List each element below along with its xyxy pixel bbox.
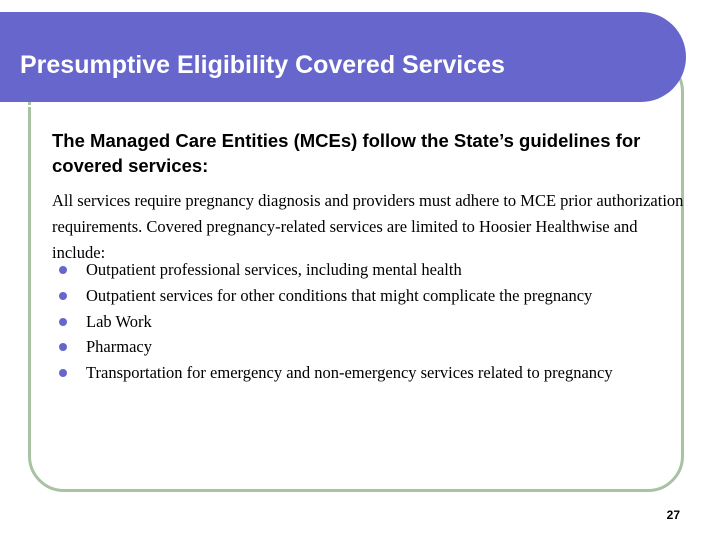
list-item <box>52 334 692 360</box>
list-item-text: Transportation for emergency and non-emergency services related to pregnancy <box>86 363 613 383</box>
bullet-icon <box>59 266 67 274</box>
body-paragraph: All services require pregnancy diagnosis and providers must adhere to MCE prior authorization requirements. Covered pregnancy-related services are limited to Hoosier Healthwise and include: <box>52 191 684 262</box>
list-item <box>52 283 692 309</box>
bullet-icon <box>59 343 67 351</box>
list-item <box>52 257 692 283</box>
slide-title: Presumptive Eligibility Covered Services <box>20 51 505 79</box>
bullet-icon <box>59 292 67 300</box>
title-divider <box>20 105 636 107</box>
title-bar <box>0 12 686 102</box>
bullet-icon <box>59 318 67 326</box>
bullet-icon <box>59 369 67 377</box>
list-item-text: Lab Work <box>86 311 152 331</box>
list-item <box>52 360 692 386</box>
list-item-text: Outpatient professional services, including mental health <box>86 260 462 279</box>
list-item <box>52 309 692 335</box>
page-number: 27 <box>666 508 680 522</box>
covered-services-list <box>52 257 692 386</box>
list-item-text: Outpatient services for other conditions that might complicate the pregnancy <box>86 285 593 305</box>
list-item-text: Pharmacy <box>86 337 152 357</box>
slide-subheading: The Managed Care Entities (MCEs) follow the State’s guidelines for covered services: <box>52 130 641 176</box>
